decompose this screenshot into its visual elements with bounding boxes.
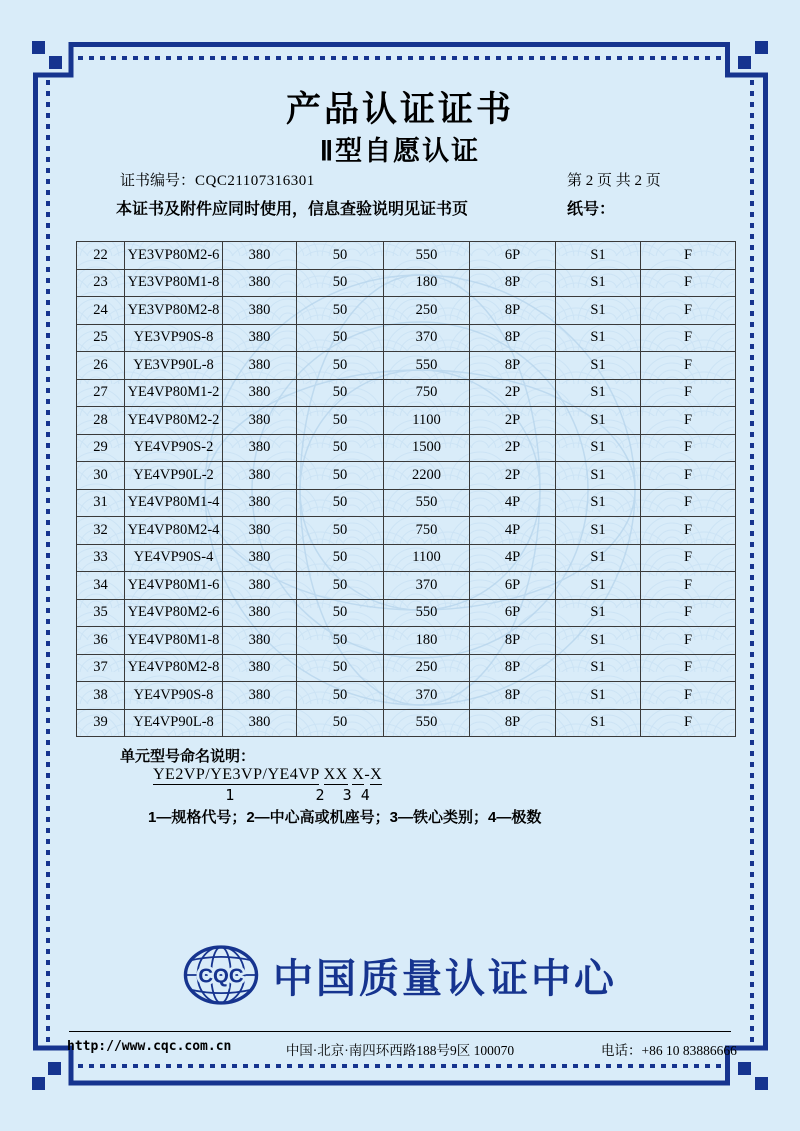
table-cell: 50 xyxy=(297,434,384,462)
table-cell: 2P xyxy=(470,379,556,407)
table-cell: S1 xyxy=(556,627,641,655)
table-cell: 380 xyxy=(223,379,297,407)
table-cell: YE4VP80M1-4 xyxy=(125,489,223,517)
table-row xyxy=(77,352,736,380)
table-cell: 1500 xyxy=(384,434,470,462)
table-cell: 50 xyxy=(297,379,384,407)
table-row xyxy=(77,407,736,435)
table-cell: 380 xyxy=(223,544,297,572)
table-cell: 750 xyxy=(384,517,470,545)
paper-number-label: 纸号： xyxy=(567,201,616,218)
code-pole: X xyxy=(370,766,383,783)
table-cell: 32 xyxy=(77,517,125,545)
table-cell: YE4VP90L-2 xyxy=(125,462,223,490)
table-cell: 6P xyxy=(470,242,556,270)
table-cell: F xyxy=(641,544,736,572)
table-cell: 380 xyxy=(223,242,297,270)
table-cell: S1 xyxy=(556,407,641,435)
table-cell: 380 xyxy=(223,682,297,710)
table-row xyxy=(77,462,736,490)
table-cell: YE4VP80M1-2 xyxy=(125,379,223,407)
table-cell: F xyxy=(641,407,736,435)
table-cell: 380 xyxy=(223,324,297,352)
organization-name: 中国质量认证中心 xyxy=(273,956,617,1001)
table-cell: S1 xyxy=(556,682,641,710)
table-cell: YE4VP80M2-6 xyxy=(125,599,223,627)
table-cell: 6P xyxy=(470,572,556,600)
code-legend: 1—规格代号；2—中心高或机座号；3—铁心类别；4—极数 xyxy=(148,809,542,826)
table-cell: YE4VP80M2-4 xyxy=(125,517,223,545)
certificate-number-row xyxy=(120,169,315,190)
table-cell: YE3VP90S-8 xyxy=(125,324,223,352)
code-separator: - xyxy=(364,766,371,783)
table-cell: 380 xyxy=(223,489,297,517)
table-cell: S1 xyxy=(556,462,641,490)
table-cell: 380 xyxy=(223,297,297,325)
table-cell: F xyxy=(641,627,736,655)
table-cell: 50 xyxy=(297,297,384,325)
branding-block xyxy=(0,944,800,1006)
table-cell: S1 xyxy=(556,379,641,407)
table-cell: S1 xyxy=(556,544,641,572)
table-cell: YE4VP90L-8 xyxy=(125,709,223,737)
table-cell: F xyxy=(641,297,736,325)
code-index-line: 1 2 3 4 xyxy=(153,786,370,804)
table-row xyxy=(77,544,736,572)
table-cell: F xyxy=(641,572,736,600)
cqc-logo-text: CQC xyxy=(198,965,244,988)
table-cell: 8P xyxy=(470,682,556,710)
table-cell: 550 xyxy=(384,489,470,517)
table-row xyxy=(77,324,736,352)
table-cell: F xyxy=(641,682,736,710)
table-cell: YE3VP80M2-8 xyxy=(125,297,223,325)
table-cell: YE4VP80M2-8 xyxy=(125,654,223,682)
table-row xyxy=(77,627,736,655)
table-cell: 39 xyxy=(77,709,125,737)
table-cell: 8P xyxy=(470,297,556,325)
table-cell: 30 xyxy=(77,462,125,490)
table-cell: YE4VP90S-2 xyxy=(125,434,223,462)
table-cell: S1 xyxy=(556,572,641,600)
table-cell: F xyxy=(641,654,736,682)
table-row xyxy=(77,599,736,627)
table-cell: 24 xyxy=(77,297,125,325)
table-cell: 33 xyxy=(77,544,125,572)
table-cell: 35 xyxy=(77,599,125,627)
table-cell: 1100 xyxy=(384,544,470,572)
table-cell: 380 xyxy=(223,269,297,297)
table-cell: 26 xyxy=(77,352,125,380)
table-cell: 50 xyxy=(297,407,384,435)
table-cell: 380 xyxy=(223,709,297,737)
table-cell: S1 xyxy=(556,297,641,325)
table-cell: 36 xyxy=(77,627,125,655)
table-cell: 380 xyxy=(223,462,297,490)
table-cell: 31 xyxy=(77,489,125,517)
table-row xyxy=(77,297,736,325)
table-cell: 4P xyxy=(470,544,556,572)
page-subtitle: Ⅱ型自愿认证 xyxy=(319,136,481,166)
table-cell: 22 xyxy=(77,242,125,270)
table-row xyxy=(77,269,736,297)
table-cell: 180 xyxy=(384,269,470,297)
table-cell: YE4VP80M2-2 xyxy=(125,407,223,435)
table-cell: 50 xyxy=(297,517,384,545)
table-cell: 50 xyxy=(297,627,384,655)
certificate-number-label: 证书编号： xyxy=(120,173,196,189)
table-cell: 50 xyxy=(297,682,384,710)
table-cell: 8P xyxy=(470,269,556,297)
table-cell: 4P xyxy=(470,517,556,545)
table-cell: F xyxy=(641,462,736,490)
table-cell: 50 xyxy=(297,544,384,572)
table-cell: 380 xyxy=(223,517,297,545)
table-cell: YE4VP90S-4 xyxy=(125,544,223,572)
table-cell: 8P xyxy=(470,324,556,352)
table-row xyxy=(77,682,736,710)
table-row xyxy=(77,654,736,682)
usage-note: 本证书及附件应同时使用，信息查验说明见证书页 xyxy=(116,201,469,218)
table-cell: S1 xyxy=(556,599,641,627)
table-cell: YE4VP80M1-6 xyxy=(125,572,223,600)
table-cell: 380 xyxy=(223,352,297,380)
table-cell: 550 xyxy=(384,709,470,737)
footer-separator xyxy=(69,1031,731,1032)
code-core: X xyxy=(352,766,365,783)
table-cell: S1 xyxy=(556,654,641,682)
table-cell: S1 xyxy=(556,242,641,270)
table-cell: 4P xyxy=(470,489,556,517)
table-cell: 23 xyxy=(77,269,125,297)
table-cell: 50 xyxy=(297,489,384,517)
table-cell: YE3VP80M2-6 xyxy=(125,242,223,270)
table-cell: 50 xyxy=(297,352,384,380)
table-cell: 37 xyxy=(77,654,125,682)
table-cell: 50 xyxy=(297,599,384,627)
table-cell: 370 xyxy=(384,682,470,710)
table-cell: 2P xyxy=(470,462,556,490)
table-cell: S1 xyxy=(556,269,641,297)
table-cell: 380 xyxy=(223,434,297,462)
table-cell: S1 xyxy=(556,517,641,545)
table-cell: F xyxy=(641,489,736,517)
naming-heading: 单元型号命名说明： xyxy=(120,748,256,765)
table-row xyxy=(77,517,736,545)
table-cell: 8P xyxy=(470,654,556,682)
table-cell: 50 xyxy=(297,462,384,490)
table-cell: S1 xyxy=(556,324,641,352)
table-cell: 2P xyxy=(470,407,556,435)
table-cell: 50 xyxy=(297,242,384,270)
table-cell: 370 xyxy=(384,324,470,352)
table-cell: 380 xyxy=(223,407,297,435)
table-row xyxy=(77,242,736,270)
table-cell: 50 xyxy=(297,654,384,682)
table-cell: 6P xyxy=(470,599,556,627)
table-cell: F xyxy=(641,599,736,627)
table-cell: 550 xyxy=(384,242,470,270)
table-cell: 750 xyxy=(384,379,470,407)
table-cell: F xyxy=(641,379,736,407)
spec-table-body xyxy=(77,242,736,737)
table-cell: YE3VP90L-8 xyxy=(125,352,223,380)
table-cell: 50 xyxy=(297,324,384,352)
table-cell: 370 xyxy=(384,572,470,600)
table-row xyxy=(77,379,736,407)
table-row xyxy=(77,709,736,737)
table-cell: F xyxy=(641,517,736,545)
spec-table xyxy=(76,241,736,737)
table-cell: F xyxy=(641,242,736,270)
cqc-globe-logo xyxy=(183,944,259,1006)
table-cell: 25 xyxy=(77,324,125,352)
code-frame: XX xyxy=(323,766,348,783)
table-cell: 2200 xyxy=(384,462,470,490)
table-cell: 38 xyxy=(77,682,125,710)
table-cell: 29 xyxy=(77,434,125,462)
table-cell: 250 xyxy=(384,297,470,325)
table-cell: YE4VP80M1-8 xyxy=(125,627,223,655)
table-cell: 28 xyxy=(77,407,125,435)
table-cell: S1 xyxy=(556,352,641,380)
table-cell: 27 xyxy=(77,379,125,407)
table-cell: 380 xyxy=(223,572,297,600)
table-cell: 50 xyxy=(297,269,384,297)
table-cell: 180 xyxy=(384,627,470,655)
table-cell: YE3VP80M1-8 xyxy=(125,269,223,297)
table-row xyxy=(77,572,736,600)
table-cell: 550 xyxy=(384,352,470,380)
page-title: 产品认证证书 xyxy=(285,90,514,129)
table-row xyxy=(77,489,736,517)
table-cell: F xyxy=(641,709,736,737)
certificate-number-value: CQC21107316301 xyxy=(195,173,315,189)
table-cell: 250 xyxy=(384,654,470,682)
footer-phone: 电话：+86 10 83886666 xyxy=(601,1043,737,1058)
table-cell: 380 xyxy=(223,599,297,627)
table-cell: S1 xyxy=(556,434,641,462)
table-cell: S1 xyxy=(556,489,641,517)
table-cell: 2P xyxy=(470,434,556,462)
table-row xyxy=(77,434,736,462)
model-code-line xyxy=(153,766,382,784)
page-number-info: 第 2 页 共 2 页 xyxy=(567,173,661,189)
table-cell: 1100 xyxy=(384,407,470,435)
table-cell: 8P xyxy=(470,352,556,380)
table-cell: F xyxy=(641,324,736,352)
code-base: YE2VP/YE3VP/YE4VP xyxy=(153,766,320,783)
table-cell: 34 xyxy=(77,572,125,600)
table-cell: S1 xyxy=(556,709,641,737)
footer-website: http://www.cqc.com.cn xyxy=(67,1039,232,1054)
table-cell: 8P xyxy=(470,709,556,737)
footer-address: 中国·北京·南四环西路188号9区 100070 xyxy=(285,1043,515,1058)
table-cell: F xyxy=(641,352,736,380)
table-cell: 380 xyxy=(223,627,297,655)
table-cell: 550 xyxy=(384,599,470,627)
table-cell: 8P xyxy=(470,627,556,655)
table-cell: 50 xyxy=(297,572,384,600)
table-cell: YE4VP90S-8 xyxy=(125,682,223,710)
table-cell: F xyxy=(641,434,736,462)
table-cell: 380 xyxy=(223,654,297,682)
table-cell: 50 xyxy=(297,709,384,737)
table-cell: F xyxy=(641,269,736,297)
